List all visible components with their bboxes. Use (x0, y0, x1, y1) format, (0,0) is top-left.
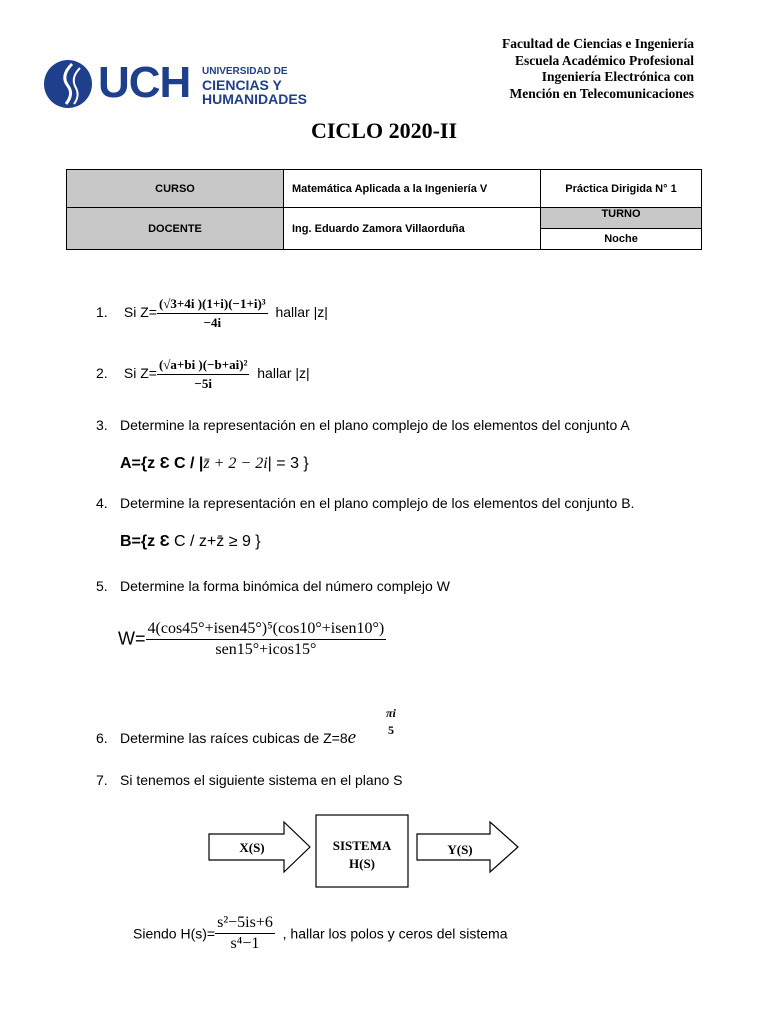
university-logo (42, 58, 312, 110)
exp-base: e (347, 727, 357, 748)
fraction-numerator: s²−5is+6 (215, 914, 275, 934)
fraction-numerator: (√a+bi )(−b+ai)² (157, 357, 250, 375)
faculty-line: Mención en Telecomunicaciones (509, 85, 694, 101)
problem-text: Determine la representación en el plano complejo de los elementos del conjunto A (120, 417, 630, 433)
problem-fraction (157, 357, 250, 392)
logo-emblem-icon (42, 58, 94, 110)
set-a-prefix: A={z Ɛ C / | (120, 455, 204, 472)
system-label-line1: SISTEMA (332, 838, 392, 853)
fraction-denominator: sen15°+icos15° (215, 641, 317, 658)
problem-number: 2. (96, 365, 108, 382)
problem-text: Determine la representación en el plano complejo de los elementos del conjunto B. (120, 495, 635, 511)
set-b-prefix: B={z Ɛ (120, 533, 170, 550)
problem-number: 7. (96, 772, 108, 788)
set-b-expression: C / z+z̄ ≥ 9 } (169, 533, 261, 550)
fraction-numerator: (√3+4i )(1+i)(−1+i)³ (157, 296, 268, 314)
set-a-suffix: | = 3 } (267, 455, 309, 472)
h-fraction (215, 914, 275, 953)
w-prefix: W= (118, 628, 146, 649)
exponent-numerator: πi (386, 706, 396, 720)
logo-line2: CIENCIAS Y (202, 77, 282, 93)
problem-number: 3. (96, 417, 108, 433)
exponent-denominator: 5 (387, 723, 394, 737)
problem-prefix: Si Z= (123, 304, 157, 321)
system-label-line2: H(S) (349, 856, 375, 871)
problem-text: Determine las raíces cubicas de Z=8 (120, 730, 348, 746)
page-title: CICLO 2020-II (310, 118, 458, 143)
problem-number: 6. (96, 730, 108, 746)
course-info-table (66, 169, 702, 250)
problem-6 (96, 727, 356, 749)
docente-label: DOCENTE (67, 208, 284, 250)
problem-number: 1. (96, 304, 108, 321)
curso-value: Matemática Aplicada a la Ingeniería V (284, 170, 541, 208)
logo-line1: UNIVERSIDAD DE (202, 66, 288, 77)
problem-text: Si tenemos el siguiente sistema en el plano S (120, 772, 403, 788)
practica-label: Práctica Dirigida N° 1 (541, 170, 702, 208)
fraction-numerator: 4(cos45°+isen45°)⁵(cos10°+isen10°) (146, 620, 387, 640)
logo-line3: HUMANIDADES (202, 91, 307, 107)
w-fraction (146, 620, 387, 659)
problem-suffix: hallar |z| (275, 304, 328, 321)
problem-5 (96, 578, 450, 594)
output-label: Y(S) (447, 842, 473, 857)
problem-prefix: Si Z= (123, 365, 157, 382)
problem-1 (96, 296, 328, 331)
logo-abbr: UCH (98, 58, 191, 107)
faculty-header (502, 36, 694, 102)
fraction-denominator: −5i (194, 376, 212, 391)
problem-7 (96, 772, 403, 788)
system-block-diagram (200, 810, 530, 890)
set-a (120, 455, 309, 473)
w-expression (118, 620, 386, 659)
fraction-denominator: s⁴−1 (230, 935, 260, 952)
faculty-line: Escuela Académico Profesional (515, 52, 694, 68)
turno-value: Noche (541, 229, 702, 250)
faculty-line: Facultad de Ciencias e Ingeniería (502, 36, 694, 51)
siendo-label: Siendo H(s)= (133, 925, 216, 942)
problem-text: Determine la forma binómica del número complejo W (120, 578, 450, 594)
problem-number: 4. (96, 495, 108, 511)
curso-label: CURSO (67, 170, 284, 208)
turno-label: TURNO (541, 208, 702, 229)
input-label: X(S) (239, 840, 265, 855)
faculty-line: Ingeniería Electrónica con (541, 69, 694, 84)
problem-number: 5. (96, 578, 108, 594)
docente-value: Ing. Eduardo Zamora Villaorduña (284, 208, 541, 250)
problem-2 (96, 357, 310, 392)
exponent-fraction (384, 706, 398, 738)
problem-4 (96, 495, 634, 511)
fraction-denominator: −4i (203, 315, 222, 330)
h-suffix: , hallar los polos y ceros del sistema (282, 925, 508, 942)
problem-fraction (157, 296, 268, 331)
set-a-expression: z̄ + 2 − 2i (203, 455, 268, 472)
set-b (120, 533, 261, 551)
transfer-function (133, 914, 508, 953)
problem-suffix: hallar |z| (257, 365, 310, 382)
problem-3 (96, 417, 630, 433)
